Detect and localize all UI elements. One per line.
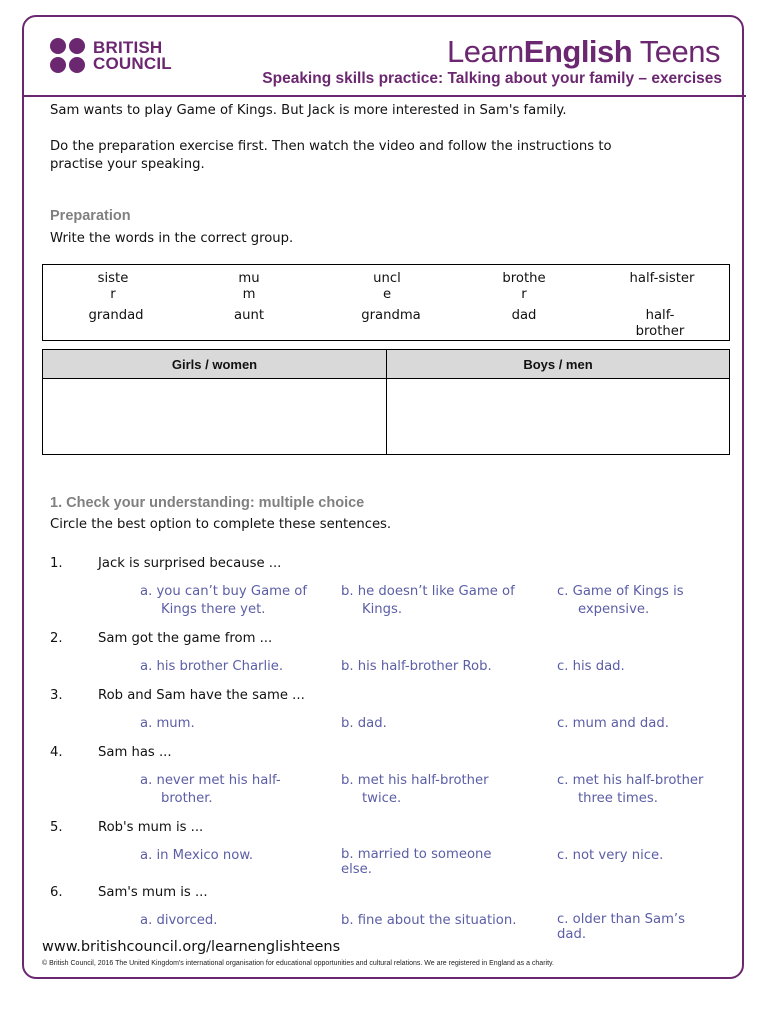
word-item: grandad — [88, 308, 144, 323]
word-item: half-sister — [629, 271, 695, 286]
intro-line1: Sam wants to play Game of Kings. But Jack is more interested in Sam's family. — [50, 103, 567, 118]
intro-line2a: Do the preparation exercise first. Then watch the video and follow the instructions to — [50, 139, 612, 154]
word-item: mu m — [238, 271, 260, 302]
boys-men-header: Boys / men — [387, 350, 729, 379]
question-number: 3. — [50, 688, 63, 703]
word-item: dad — [511, 308, 537, 323]
footer-legal: © British Council, 2016 The United Kingdom's international organisation for educational opportunities and cultural relations. We are registered in England as a charity. — [42, 960, 554, 967]
word-item: aunt — [234, 308, 264, 323]
option-c[interactable]: c. met his half-brother three times. — [557, 773, 704, 806]
logo-line1: BRITISH — [93, 37, 163, 57]
section1-instruction: Circle the best option to complete these sentences. — [50, 517, 392, 532]
word-item: siste r — [97, 271, 129, 302]
question-text: Sam has ... — [98, 745, 172, 760]
word-item: brothe r — [502, 271, 546, 302]
logo-line2: COUNCIL — [93, 53, 172, 73]
word-item: half- brother — [635, 308, 685, 339]
preparation-heading: Preparation — [50, 208, 131, 224]
option-a[interactable]: a. divorced. — [140, 913, 218, 928]
question-text: Rob and Sam have the same ... — [98, 688, 305, 703]
option-b[interactable]: b. met his half-brother twice. — [341, 773, 489, 806]
girls-women-cell[interactable] — [43, 379, 386, 454]
option-a[interactable]: a. you can’t buy Game of Kings there yet. — [140, 584, 308, 617]
question-number: 6. — [50, 885, 63, 900]
option-a[interactable]: a. never met his half- brother. — [140, 773, 281, 806]
option-a[interactable]: a. in Mexico now. — [140, 848, 254, 863]
page-subtitle: Speaking skills practice: Talking about your family – exercises — [262, 70, 722, 87]
section1-heading: 1. Check your understanding: multiple choice — [50, 495, 365, 511]
option-b[interactable]: b. he doesn’t like Game of Kings. — [341, 584, 515, 617]
grouping-table — [42, 349, 730, 455]
question-text: Jack is surprised because ... — [98, 556, 282, 571]
option-a[interactable]: a. his brother Charlie. — [140, 659, 284, 674]
learnenglish-teens-brand: LearnEnglish Teens — [446, 34, 720, 69]
logo-dots-icon — [50, 38, 85, 73]
word-box — [42, 264, 730, 341]
option-b[interactable]: b. dad. — [341, 716, 387, 731]
question-text: Sam's mum is ... — [98, 885, 208, 900]
option-b[interactable]: b. fine about the situation. — [341, 913, 517, 928]
question-number: 1. — [50, 556, 63, 571]
question-number: 2. — [50, 631, 63, 646]
word-item: uncl e — [373, 271, 401, 302]
question-text: Sam got the game from ... — [98, 631, 273, 646]
option-b[interactable]: b. married to someone else. — [341, 847, 492, 877]
word-item: grandma — [361, 308, 421, 323]
girls-women-header: Girls / women — [43, 350, 386, 379]
preparation-instruction: Write the words in the correct group. — [50, 231, 294, 246]
option-c[interactable]: c. not very nice. — [557, 848, 664, 863]
british-council-logo — [50, 38, 172, 73]
option-c[interactable]: c. Game of Kings is expensive. — [557, 584, 684, 617]
option-c[interactable]: c. older than Sam’s dad. — [557, 912, 685, 942]
option-b[interactable]: b. his half-brother Rob. — [341, 659, 492, 674]
question-number: 4. — [50, 745, 63, 760]
question-number: 5. — [50, 820, 63, 835]
header-divider — [22, 95, 746, 97]
option-c[interactable]: c. mum and dad. — [557, 716, 669, 731]
footer-url[interactable]: www.britishcouncil.org/learnenglishteens — [42, 939, 341, 955]
boys-men-cell[interactable] — [387, 379, 729, 454]
option-a[interactable]: a. mum. — [140, 716, 195, 731]
option-c[interactable]: c. his dad. — [557, 659, 625, 674]
intro-line2b: practise your speaking. — [50, 157, 205, 172]
question-text: Rob's mum is ... — [98, 820, 204, 835]
